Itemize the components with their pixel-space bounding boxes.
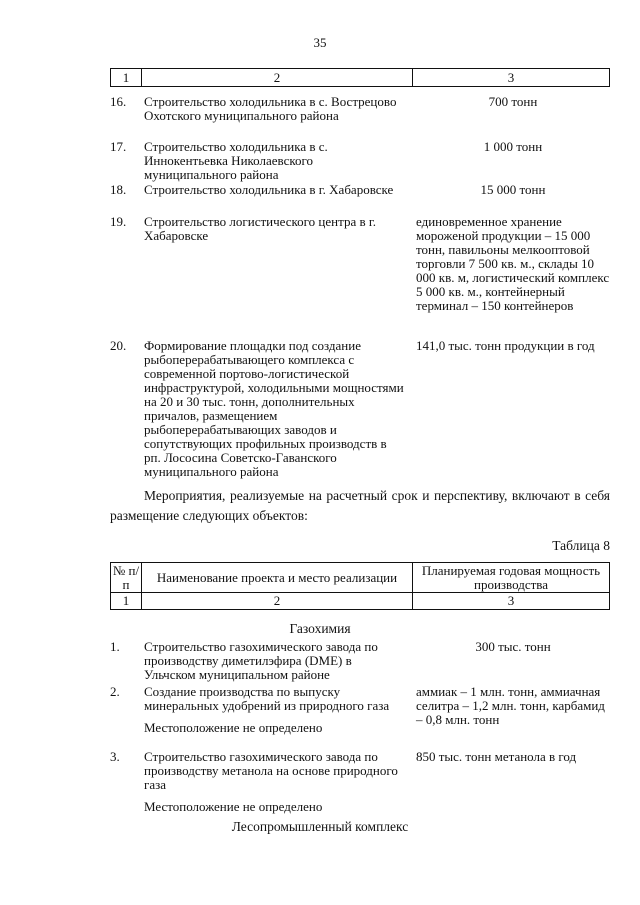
table2-header-name: Наименование проекта и место реализации (142, 563, 413, 593)
table1-col-3: 3 (413, 69, 610, 87)
row-number: 3. (110, 749, 120, 764)
project-name (144, 750, 406, 814)
project-name: Строительство холодильника в г. Хабаровске (144, 182, 394, 197)
project-name: Строительство холодильника в с. Иннокентьевка Николаевского муниципального района (144, 139, 328, 182)
project-name-text: Создание производства по выпуску минеральных удобрений из природного газа (144, 684, 390, 713)
project-name-text: Строительство газохимического завода по производству метанола на основе природного газа (144, 749, 398, 792)
row-number: 1. (110, 639, 120, 654)
project-capacity: 15 000 тонн (480, 182, 546, 197)
body-paragraph (110, 486, 610, 526)
project-capacity: аммиак – 1 млн. тонн, аммиачная селитра – 1,2 млн. тонн, карбамид – 0,8 млн. тонн (416, 684, 605, 727)
table-caption: Таблица 8 (552, 538, 610, 553)
row-number: 2. (110, 684, 120, 699)
project-name: Строительство холодильника в с. Вострецово Охотского муниципального района (144, 94, 397, 123)
row-number: 20. (110, 338, 127, 353)
row-number: 17. (110, 139, 127, 154)
project-capacity: 141,0 тыс. тонн продукции в год (416, 338, 595, 353)
table2-colnum-1: 1 (111, 593, 142, 610)
page-number: 35 (313, 35, 327, 50)
table1-col-1: 1 (111, 69, 142, 87)
project-capacity: единовременное хранение мороженой продукции – 15 000 тонн, павильоны мелкооптовой торговли 7 500 кв. м., склады 10 000 кв. м, логистический комплекс 5 000 кв. м., контейнерный терминал – 150 контейнеров (416, 214, 610, 313)
row-number: 16. (110, 94, 127, 109)
paragraph-text: Мероприятия, реализуемые на расчетный срок и перспективу, включают в себя размещение следующих объектов: (110, 488, 610, 523)
project-capacity: 700 тонн (488, 94, 538, 109)
project-name (144, 685, 406, 735)
section-heading: Газохимия (289, 621, 351, 636)
section-heading: Лесопромышленный комплекс (231, 819, 409, 834)
project-location: Местоположение не определено (144, 720, 323, 735)
project-name: Строительство логистического центра в г. Хабаровске (144, 214, 376, 243)
table1-col-2: 2 (142, 69, 413, 87)
row-number: 18. (110, 182, 127, 197)
table2-header-capacity: Планируемая годовая мощность производства (413, 563, 610, 593)
project-capacity: 850 тыс. тонн метанола в год (416, 749, 577, 764)
project-name: Формирование площадки под создание рыбоперерабатывающего комплекса с современной портово-логистической инфраструктурой, холодильными мощностями на 20 и 30 тыс. тонн, дополнительных причалов, размещением рыбоперерабатывающих заводов и сопутствующих профильных производств в рп. Лососина Советско-Гаванского муниципального района (144, 338, 404, 479)
row-number: 19. (110, 214, 127, 229)
project-capacity: 300 тыс. тонн (475, 639, 551, 654)
table2-colnum-3: 3 (413, 593, 610, 610)
table2-header-num: № п/п (111, 563, 142, 593)
project-location: Местоположение не определено (144, 799, 323, 814)
table1-header (110, 68, 610, 87)
table2-colnum-2: 2 (142, 593, 413, 610)
project-name: Строительство газохимического завода по производству диметилэфира (DME) в Ульчском муниципальном районе (144, 639, 378, 682)
table2-header (110, 562, 610, 610)
project-capacity: 1 000 тонн (483, 139, 543, 154)
